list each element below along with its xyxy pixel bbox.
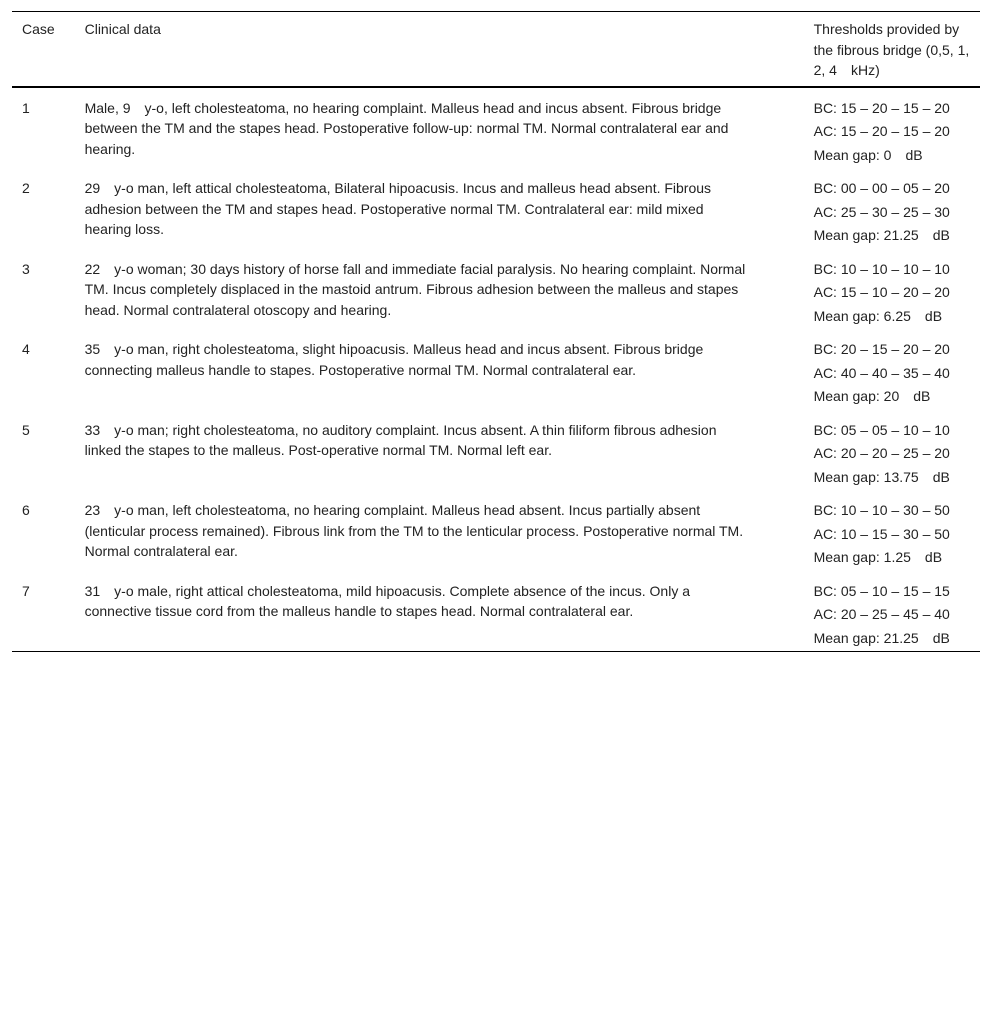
thresholds-cell	[814, 571, 980, 652]
table-row	[12, 571, 980, 652]
bone-conduction: BC: 20 – 15 – 20 – 20	[813, 341, 950, 357]
table-row	[12, 490, 980, 571]
air-conduction: AC: 15 – 10 – 20 – 20	[813, 284, 950, 300]
clinical-data: 23 y-o man, left cholesteatoma, no hearing complaint. Malleus head absent. Incus partially absent (lenticular process remained). Fibrous link from the TM to the lenticular process. Postoperative normal TM. Normal contralateral ear.	[84, 502, 744, 559]
bone-conduction: BC: 15 – 20 – 15 – 20	[813, 99, 950, 116]
clinical-data: 29 y-o man, left attical cholesteatoma, Bilateral hipoacusis. Incus and malleus head absent. Fibrous adhesion between the TM and stapes head. Postoperative normal TM. Contralateral ear: mild mixed hearing loss.	[84, 180, 712, 237]
air-conduction: AC: 25 – 30 – 25 – 30	[813, 203, 950, 220]
table-header-row	[12, 12, 980, 87]
air-conduction: AC: 15 – 20 – 15 – 20	[813, 123, 950, 139]
bone-conduction: BC: 00 – 00 – 05 – 20	[813, 180, 950, 196]
clinical-data: 33 y-o man; right cholesteatoma, no auditory complaint. Incus absent. A thin filiform fibrous adhesion linked the stapes to the malleus. Post-operative normal TM. Normal left ear.	[84, 421, 717, 458]
bone-conduction: BC: 10 – 10 – 10 – 10	[813, 260, 950, 277]
table-row	[12, 410, 980, 491]
bone-conduction: BC: 10 – 10 – 30 – 50	[813, 502, 950, 518]
thresholds-cell	[814, 87, 980, 169]
thresholds-cell	[814, 168, 980, 249]
case-number: 5	[22, 421, 30, 438]
mean-gap: Mean gap: 6.25 dB	[813, 307, 943, 324]
table-row	[12, 329, 980, 410]
clinical-data: 22 y-o woman; 30 days history of horse fall and immediate facial paralysis. No hearing complaint. Normal TM. Incus completely displaced in the mastoid antrum. Fibrous adhesion between the malleus and stapes head. Normal contralateral otoscopy and hearing.	[84, 260, 746, 318]
mean-gap: Mean gap: 0 dB	[813, 146, 923, 163]
bone-conduction: BC: 05 – 05 – 10 – 10	[813, 421, 950, 438]
mean-gap: Mean gap: 20 dB	[813, 388, 931, 404]
mean-gap: Mean gap: 13.75 dB	[813, 468, 950, 485]
mean-gap: Mean gap: 21.25 dB	[813, 227, 950, 243]
case-number: 2	[22, 180, 30, 196]
clinical-data: 31 y-o male, right attical cholesteatoma, mild hipoacusis. Complete absence of the incus. Only a connective tissue cord from the malleus handle to stapes head. Normal contralateral ear.	[84, 582, 691, 619]
mean-gap: Mean gap: 1.25 dB	[813, 549, 943, 565]
case-number: 3	[22, 260, 30, 277]
case-number: 4	[22, 341, 30, 357]
table-row	[12, 87, 980, 169]
mean-gap: Mean gap: 21.25 dB	[813, 629, 950, 646]
air-conduction: AC: 10 – 15 – 30 – 50	[813, 525, 950, 542]
thresholds-cell	[814, 490, 980, 571]
clinical-data: Male, 9 y-o, left cholesteatoma, no hearing complaint. Malleus head and incus absent. Fibrous bridge between the TM and the stapes head. Postoperative follow-up: normal TM. Normal contralateral ear and hearing.	[84, 99, 729, 157]
header-clinical-data: Clinical data	[85, 12, 814, 87]
thresholds-cell	[814, 249, 980, 330]
table-row	[12, 168, 980, 249]
bone-conduction: BC: 05 – 10 – 15 – 15	[813, 582, 950, 599]
clinical-data: 35 y-o man, right cholesteatoma, slight hipoacusis. Malleus head and incus absent. Fibrous bridge connecting malleus handle to stapes. Postoperative normal TM. Normal contralateral ear.	[84, 341, 704, 378]
air-conduction: AC: 40 – 40 – 35 – 40	[813, 364, 950, 381]
thresholds-cell	[814, 410, 980, 491]
air-conduction: AC: 20 – 20 – 25 – 20	[813, 445, 950, 461]
case-number: 7	[22, 582, 30, 599]
header-case: Case	[12, 12, 85, 87]
case-number: 6	[22, 502, 30, 518]
header-thresholds: Thresholds provided by the fibrous bridge (0,5, 1, 2, 4 kHz)	[814, 12, 980, 87]
thresholds-cell	[814, 329, 980, 410]
air-conduction: AC: 20 – 25 – 45 – 40	[813, 606, 950, 622]
clinical-cases-table	[12, 11, 980, 652]
case-number: 1	[22, 99, 30, 116]
table-row	[12, 249, 980, 330]
